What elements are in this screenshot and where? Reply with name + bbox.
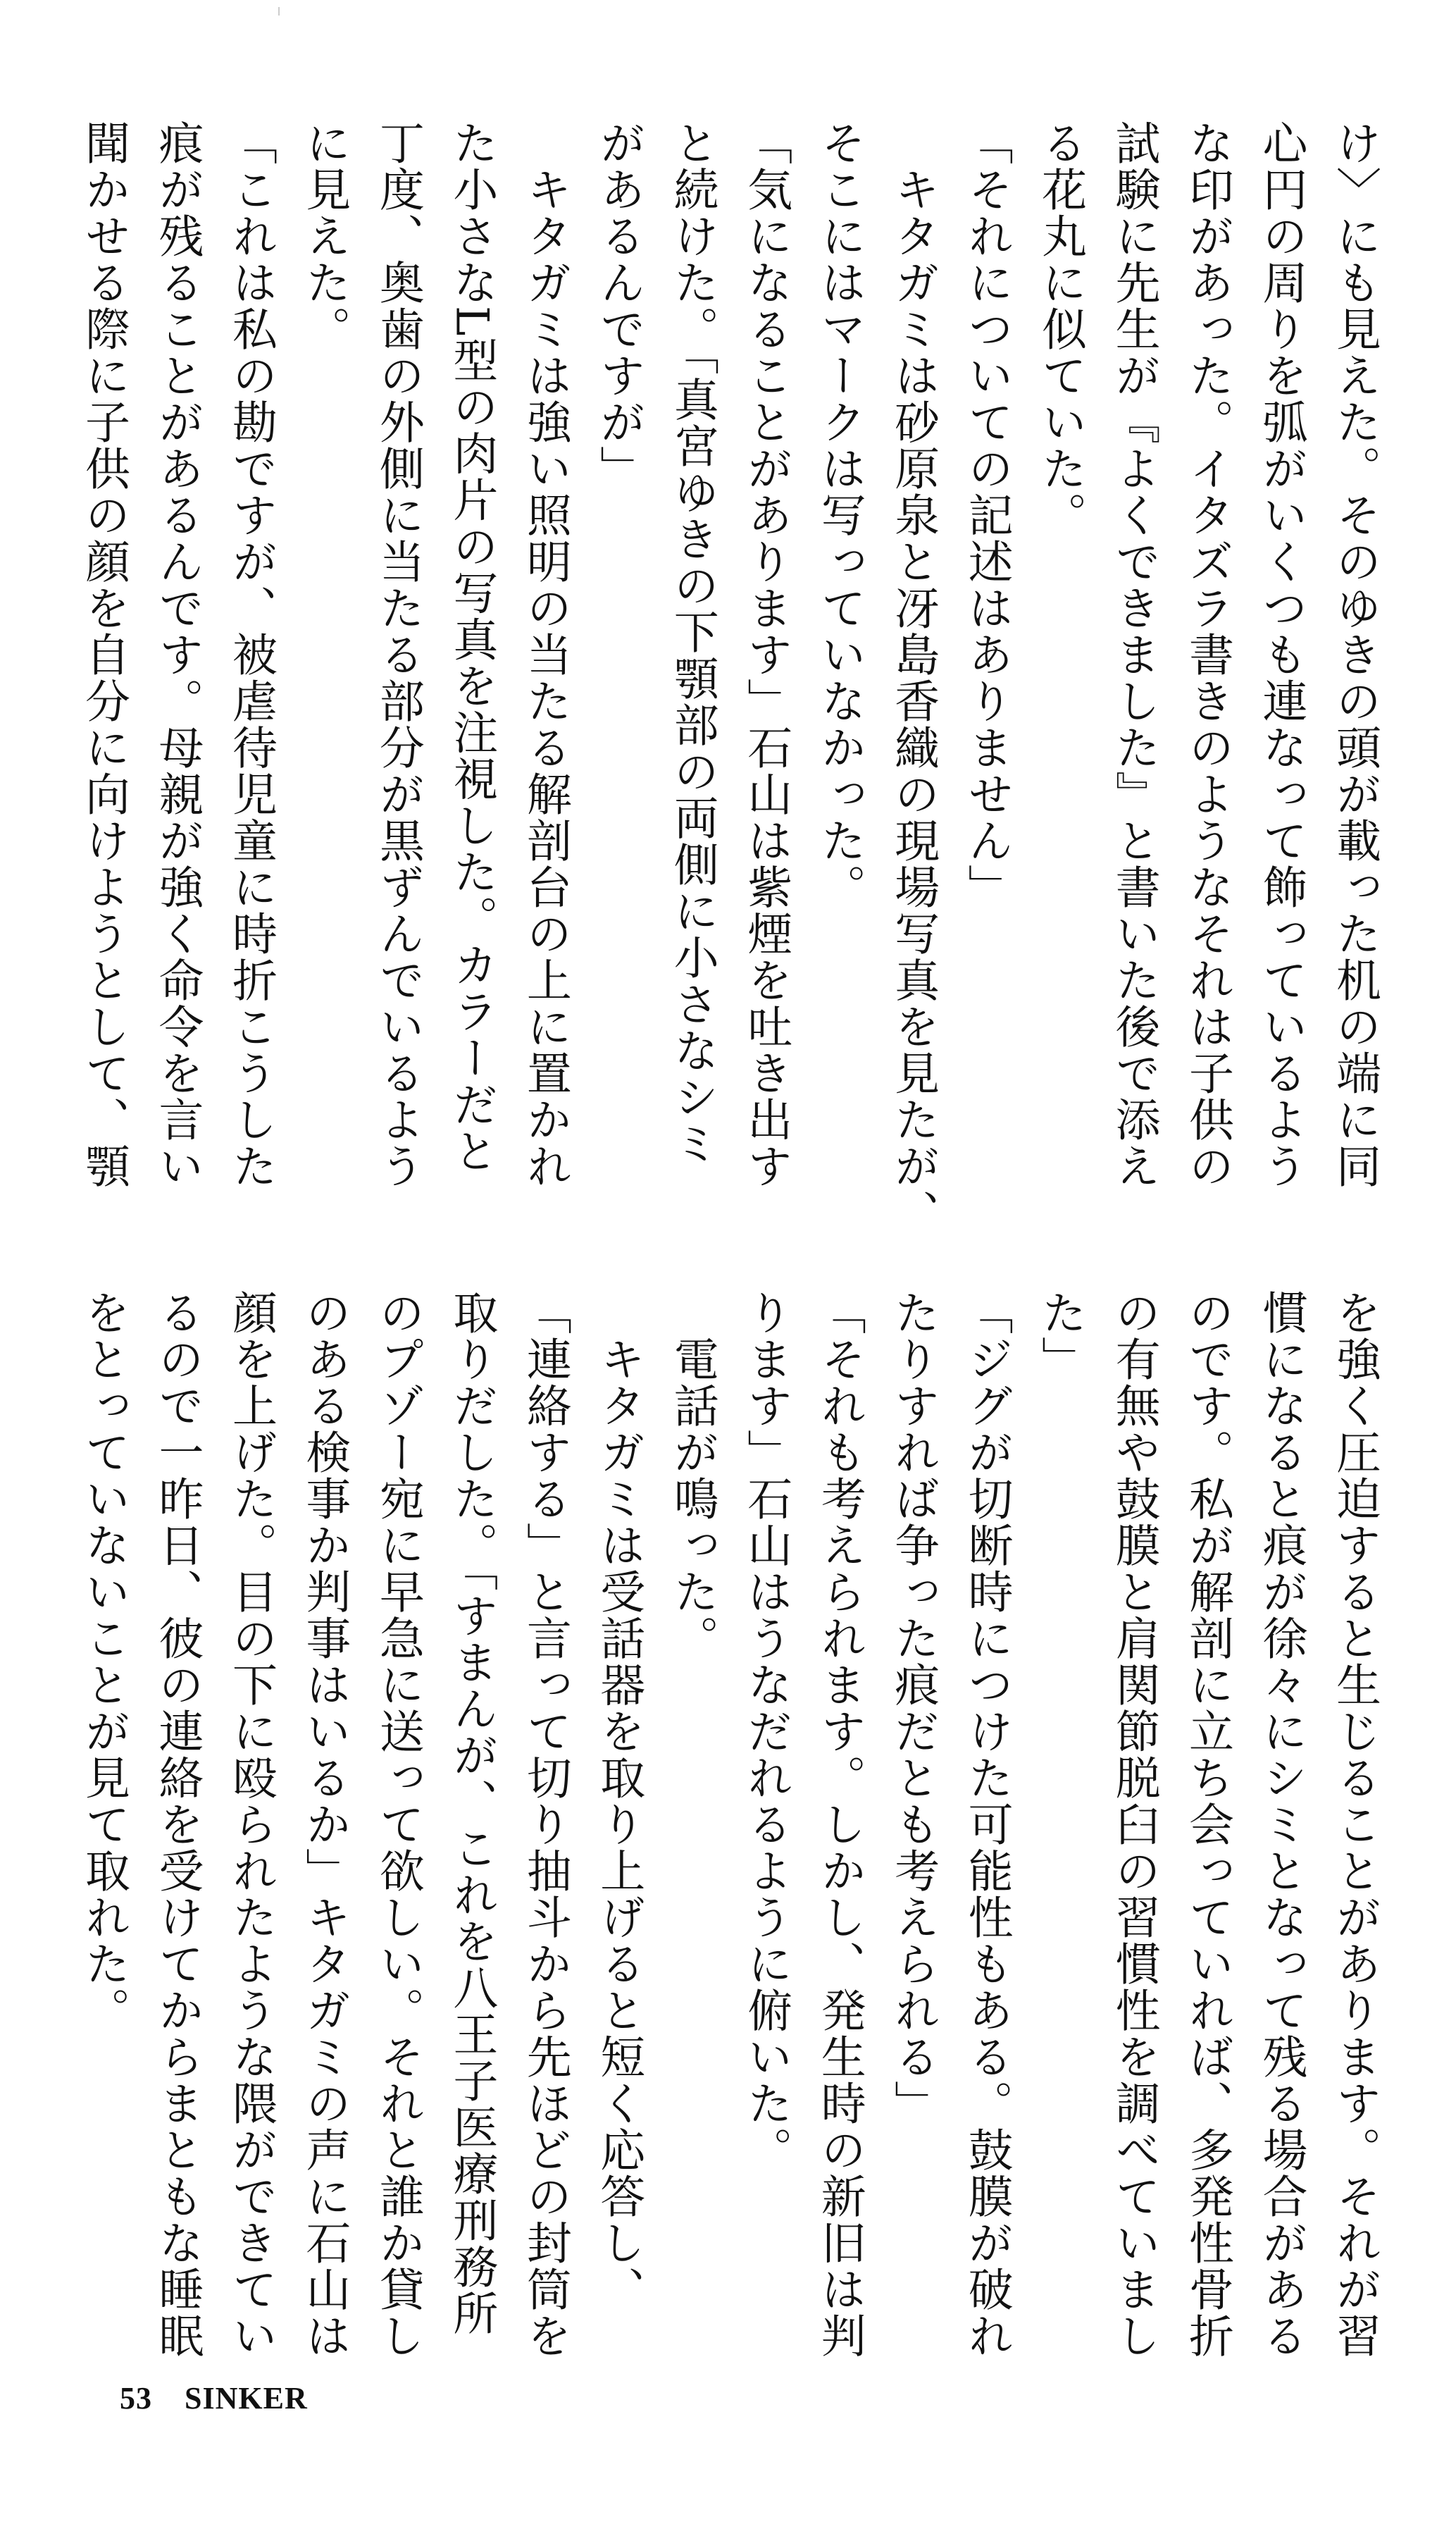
text-line: け〉にも見えた。そのゆきの頭が載った机の端に同 — [1328, 120, 1381, 1189]
text-line: があるんですが」 — [592, 120, 645, 492]
text-line: るので一昨日、彼の連絡を受けてからまともな睡眠 — [151, 1289, 204, 2359]
text-line: キタガミは受話器を取り上げると短く応答し、 — [592, 1289, 645, 2313]
text-line: に見えた。 — [298, 120, 351, 352]
text-line: 「それも考えられます。しかし、発生時の新旧は判 — [813, 1289, 866, 2359]
text-line: 試験に先生が『よくできました』と書いた後で添え — [1107, 120, 1160, 1189]
text-line: 「これは私の勘ですが、被虐待児童に時折こうした — [224, 120, 277, 1189]
text-line: た小さなL型の肉片の写真を注視した。カラーだと — [445, 120, 498, 1175]
text-line: と続けた。「真宮ゆきの下顎部の両側に小さなシミ — [666, 120, 718, 1167]
scan-mark — [278, 7, 280, 16]
text-line: のプゾー宛に早急に送って欲しい。それと誰か貸し — [371, 1289, 424, 2359]
text-line: ります」石山はうなだれるように俯いた。 — [740, 1289, 792, 2173]
text-line: 取りだした。「すまんが、これを八王子医療刑務所 — [445, 1289, 498, 2337]
text-line: 慣になると痕が徐々にシミとなって残る場合がある — [1255, 1289, 1307, 2359]
text-line: 「ジグが切断時につけた可能性もある。鼓膜が破れ — [960, 1289, 1013, 2359]
text-line: 顔を上げた。目の下に殴られたような隈ができてい — [224, 1289, 277, 2359]
text-line: 心円の周りを弧がいくつも連なって飾っているよう — [1255, 120, 1307, 1189]
text-line: 丁度、奥歯の外側に当たる部分が黒ずんでいるよう — [371, 120, 424, 1189]
running-title: SINKER — [185, 2381, 308, 2415]
text-line: たりすれば争った痕だとも考えられる」 — [887, 1289, 940, 2127]
text-line: をとっていないことが見て取れた。 — [77, 1289, 130, 2034]
text-line: を強く圧迫すると生じることがあります。それが習 — [1328, 1289, 1381, 2359]
text-line: の有無や鼓膜と肩関節脱臼の習慣性を調べていまし — [1107, 1289, 1160, 2359]
text-line: キタガミは強い照明の当たる解剖台の上に置かれ — [518, 120, 571, 1189]
text-line: そこにはマークは写っていなかった。 — [813, 120, 866, 910]
text-line: な印があった。イタズラ書きのようなそれは子供の — [1181, 120, 1234, 1189]
text-line: 電話が鳴った。 — [666, 1289, 718, 1662]
text-block-bottom — [77, 1289, 1381, 2359]
text-line: 聞かせる際に子供の顔を自分に向けようとして、顎 — [77, 120, 130, 1189]
page-footer — [120, 2380, 308, 2416]
text-line: る花丸に似ていた。 — [1034, 120, 1087, 538]
text-line: 痕が残ることがあるんです。母親が強く命令を言い — [151, 120, 204, 1189]
text-line: のです。私が解剖に立ち会っていれば、多発性骨折 — [1181, 1289, 1234, 2359]
text-block-top — [77, 120, 1381, 1236]
text-line: 「気になることがあります」石山は紫煙を吐き出す — [740, 120, 792, 1189]
text-line: のある検事か判事はいるか」キタガミの声に石山は — [298, 1289, 351, 2359]
text-line: た」 — [1034, 1289, 1087, 1382]
text-line: キタガミは砂原泉と冴島香織の現場写真を見たが、 — [887, 120, 940, 1236]
text-line: 「それについての記述はありません」 — [960, 120, 1013, 910]
page-number: 53 — [120, 2381, 152, 2415]
text-line: 「連絡する」と言って切り抽斗から先ほどの封筒を — [518, 1289, 571, 2359]
